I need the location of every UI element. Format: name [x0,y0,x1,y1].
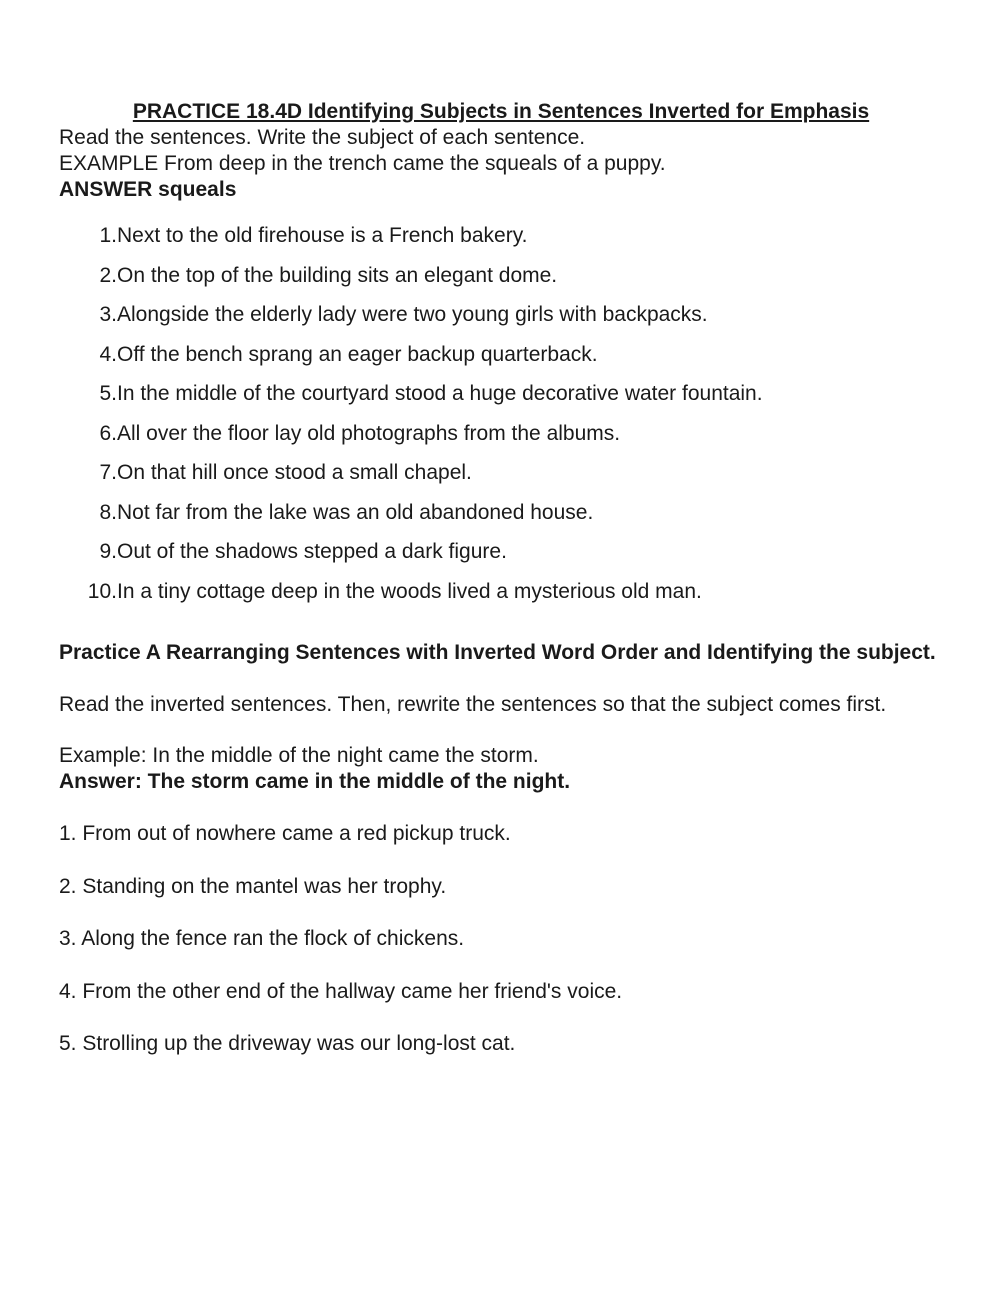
item-number: 1. [99,224,117,247]
worksheet-instructions: Read the sentences. Write the subject of each sentence. [59,126,586,149]
list-item [59,263,939,303]
item-text: Out of the shadows stepped a dark figure. [117,540,507,563]
list-item [59,539,939,579]
list-item [59,302,939,342]
item-text: Not far from the lake was an old abandoned house. [117,500,594,524]
list-item: 5. Strolling up the driveway was our long-lost cat. [59,1032,516,1055]
list-item: 1. From out of nowhere came a red pickup truck. [59,822,511,845]
item-text: In a tiny cottage deep in the woods lived a mysterious old man. [117,579,702,603]
item-number: 3. [99,303,117,326]
item-text: On that hill once stood a small chapel. [117,461,472,484]
list-item [59,223,939,263]
worksheet-answer: ANSWER squeals [59,178,237,201]
item-number: 10. [87,579,117,603]
item-text: On the top of the building sits an elegant dome. [117,263,558,287]
practice-a-instructions: Read the inverted sentences. Then, rewrite the sentences so that the subject comes first. [59,693,887,716]
item-text: Alongside the elderly lady were two young girls with backpacks. [117,303,708,326]
item-text: Next to the old firehouse is a French bakery. [117,224,528,247]
list-item [59,460,939,500]
item-number: 6. [99,421,117,445]
sentence-list [59,223,939,618]
list-item: 4. From the other end of the hallway came her friend's voice. [59,979,623,1003]
item-text: All over the floor lay old photographs from the albums. [117,421,621,445]
worksheet-page [59,99,939,1084]
item-number: 4. [99,342,117,366]
list-item [59,579,939,619]
practice-a-example: Example: In the middle of the night came the storm. [59,744,539,767]
list-item [59,500,939,540]
item-text: In the middle of the courtyard stood a huge decorative water fountain. [117,382,763,405]
list-item: 2. Standing on the mantel was her trophy. [59,874,447,898]
worksheet-title: PRACTICE 18.4D Identifying Subjects in Sentences Inverted for Emphasis [132,100,870,123]
practice-a-list [59,821,939,1084]
item-number: 7. [99,461,117,484]
list-item [59,421,939,461]
worksheet-example: EXAMPLE From deep in the trench came the squeals of a puppy. [59,152,666,175]
item-number: 8. [99,500,117,524]
item-text: Off the bench sprang an eager backup quarterback. [117,342,598,366]
list-item [59,381,939,421]
list-item: 3. Along the fence ran the flock of chickens. [59,927,465,950]
practice-a-example-block [59,743,939,795]
list-item [59,342,939,382]
item-number: 2. [99,263,117,287]
item-number: 9. [99,540,117,563]
item-number: 5. [99,382,117,405]
practice-a-answer: Answer: The storm came in the middle of the night. [59,770,571,793]
practice-a-heading: Practice A Rearranging Sentences with Inverted Word Order and Identifying the subject. [59,641,936,664]
